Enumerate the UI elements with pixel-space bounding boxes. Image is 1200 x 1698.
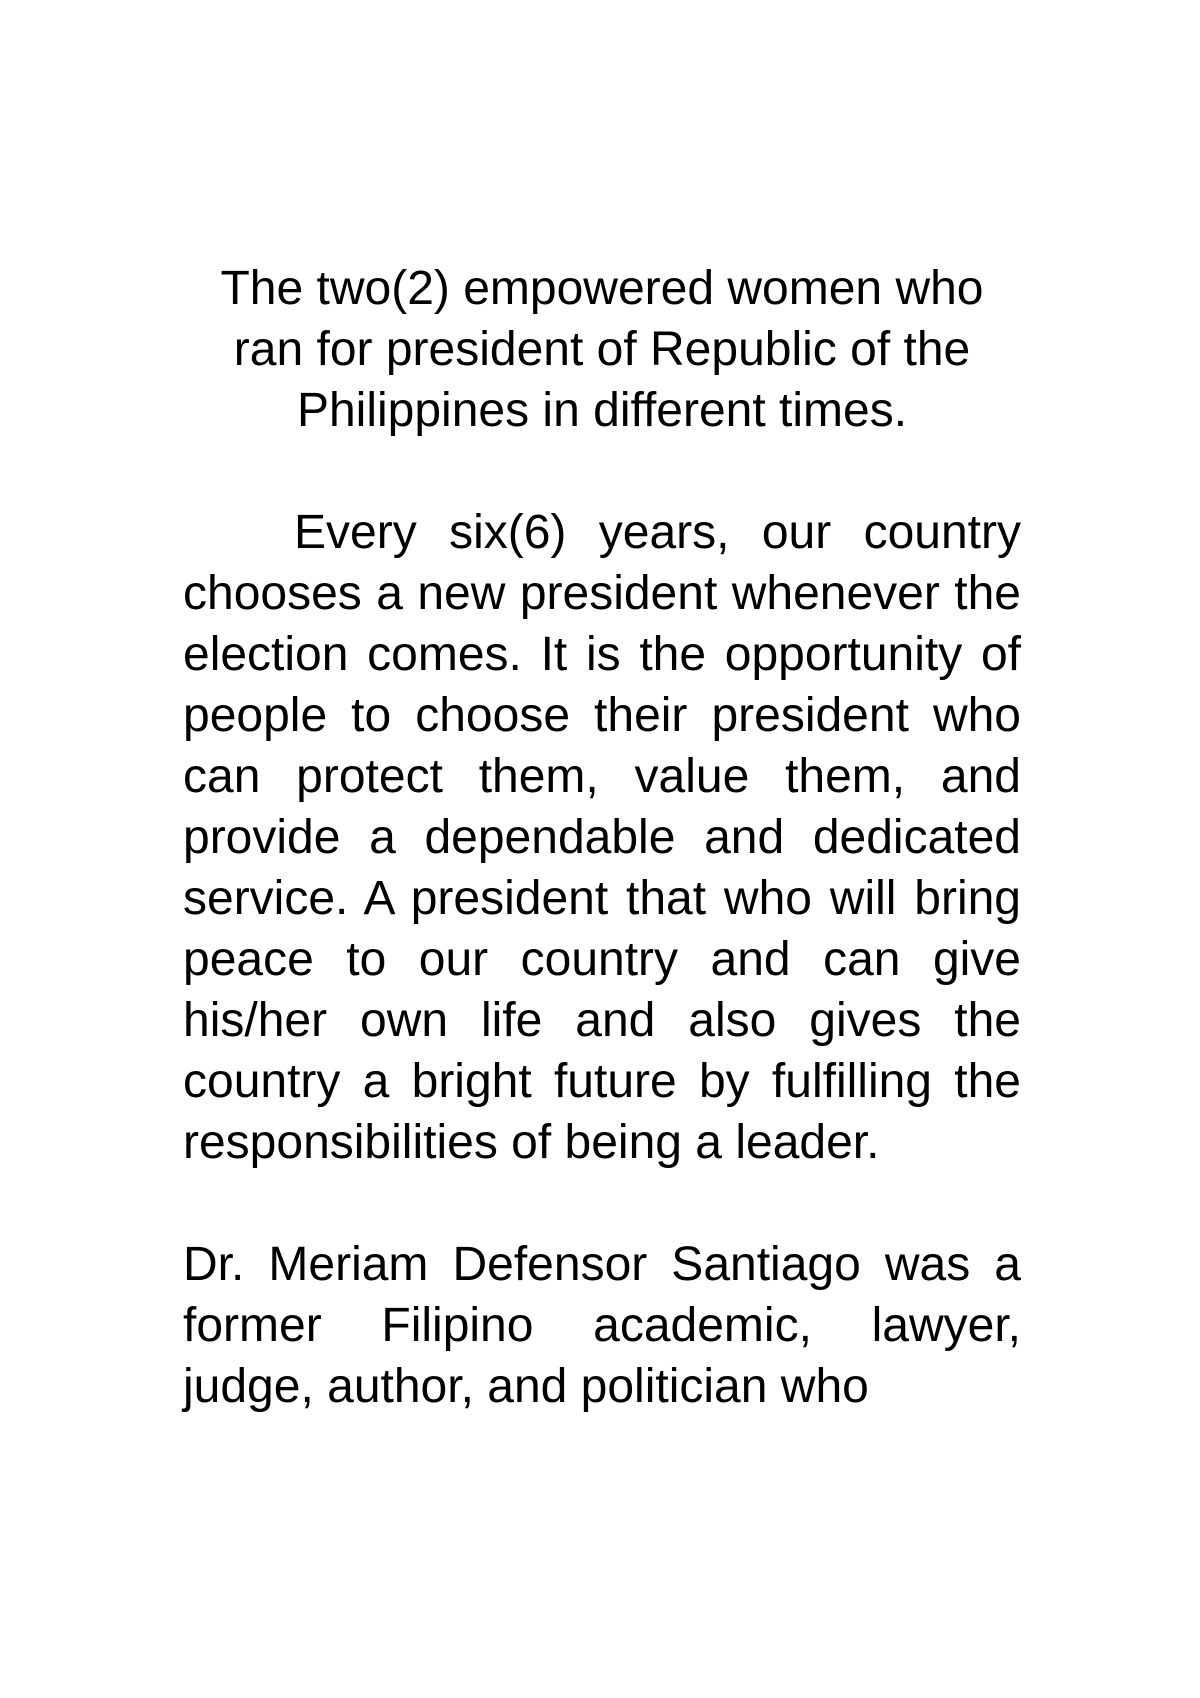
document-title: The two(2) empowered women who ran for president of Republic of the Philippines in different times.: [220, 262, 984, 437]
paragraph-election: Every six(6) years, our country chooses a new president whenever the election comes. It is the opportunity of people to choose their president who can protect them, value them, and provide a dependable and dedicated service. A president that who will bring peace to our country and can give his/her own life and also gives the country a bright future by fulfilling the responsibilities of being a leader.: [183, 506, 1021, 1169]
document-body: [183, 258, 1021, 1417]
paragraph-santiago: Dr. Meriam Defensor Santiago was a former Filipino academic, lawyer, judge, author, and politician who: [183, 1238, 1021, 1413]
